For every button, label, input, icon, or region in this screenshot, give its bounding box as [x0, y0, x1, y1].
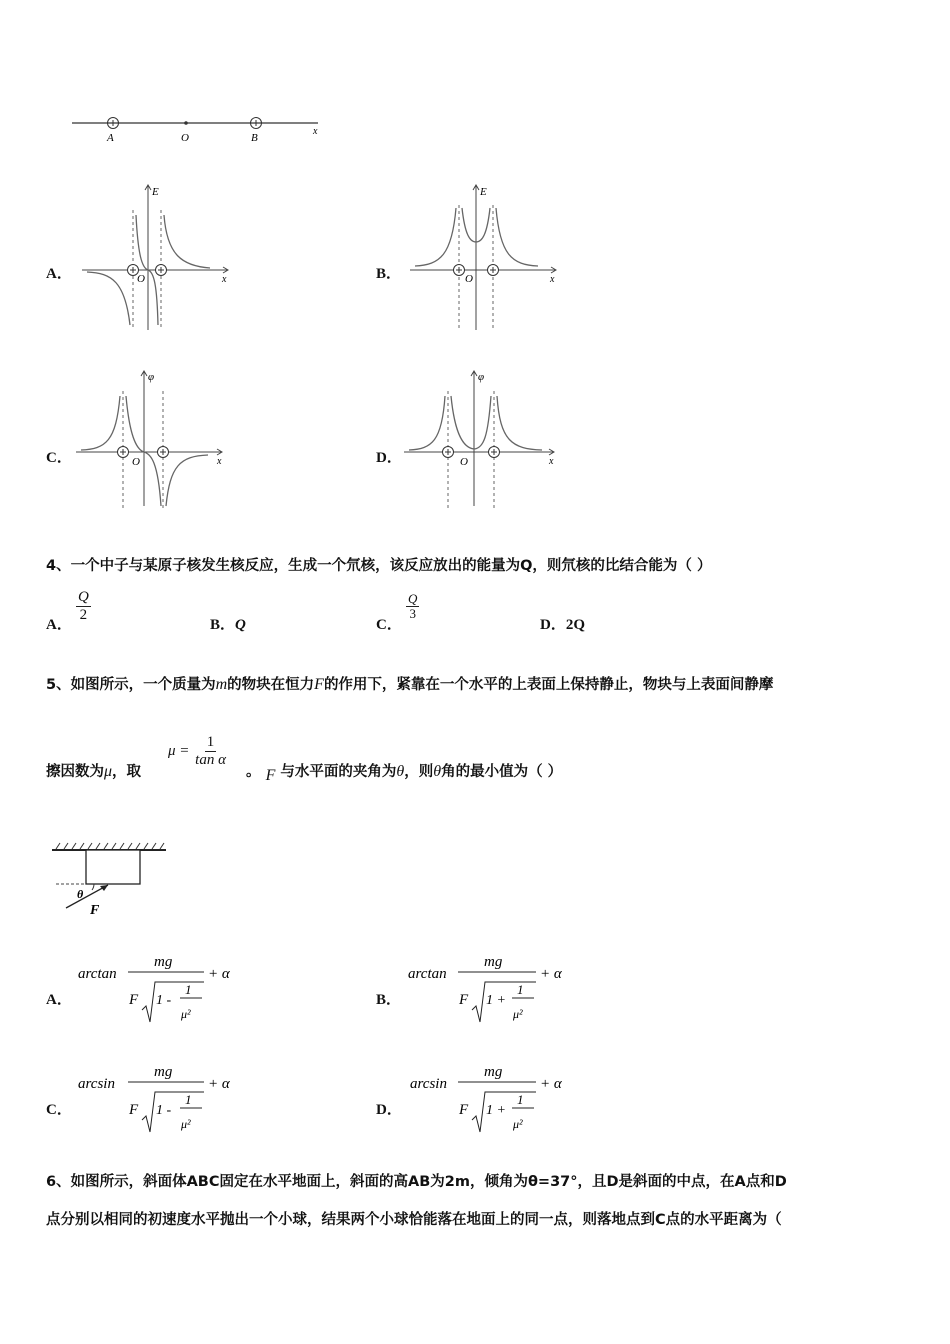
svg-text:+ α: + α	[208, 966, 230, 982]
graph-option-c	[76, 366, 226, 514]
q4-option-a-label: A．	[46, 617, 72, 633]
svg-text:φ: φ	[478, 371, 485, 383]
svg-text:x: x	[549, 456, 554, 467]
graph-option-b-label: B．	[376, 266, 402, 282]
graph-option-a-label: A．	[46, 266, 72, 282]
svg-text:arcsin: arcsin	[410, 1076, 447, 1092]
svg-text:mg: mg	[154, 954, 173, 970]
svg-text:E: E	[152, 186, 159, 198]
svg-text:1 -: 1 -	[156, 1103, 172, 1118]
q4-option-b: B．Q	[210, 617, 246, 633]
svg-text:+ α: + α	[540, 966, 562, 982]
q5-option-d-formula	[408, 1062, 578, 1140]
q4-option-a-fraction: $\frac{Q}{2}$	[78, 589, 89, 623]
svg-text:F: F	[129, 992, 139, 1008]
axis-label-a: A	[107, 132, 114, 144]
svg-text:O: O	[132, 456, 140, 468]
svg-text:F: F	[90, 903, 100, 918]
svg-text:1: 1	[517, 982, 524, 997]
question-6-line-2: 点分别以相同的初速度水平抛出一个小球，结果两个小球恰能落在地面上的同一点，则落地点到C点的水平距离为（	[46, 1212, 782, 1228]
graph-option-c-label: C．	[46, 450, 72, 466]
svg-text:arcsin: arcsin	[78, 1076, 115, 1092]
svg-text:μ²: μ²	[513, 1007, 523, 1021]
q5-option-c-formula	[76, 1062, 246, 1140]
q4-option-c-label: C．	[376, 617, 402, 633]
q5-mu-definition: μ = $\frac{1}{\text{tan α}}$	[168, 734, 226, 768]
q5-option-c-label: C．	[46, 1102, 72, 1118]
q4-option-d: D．2Q	[540, 617, 586, 633]
svg-text:x: x	[550, 274, 555, 285]
svg-text:x: x	[222, 274, 227, 285]
question-5-line-2-rest: 。 F 与水平面的夹角为θ，则θ角的最小值为（ ）	[246, 763, 563, 784]
svg-text:+ α: + α	[208, 1076, 230, 1092]
svg-text:O: O	[460, 456, 468, 468]
svg-text:1 +: 1 +	[486, 993, 506, 1008]
graph-option-a	[82, 180, 232, 332]
q5-block-figure	[50, 838, 170, 920]
svg-text:F: F	[459, 1102, 469, 1118]
graph-option-d-label: D．	[376, 450, 402, 466]
svg-text:F: F	[129, 1102, 139, 1118]
svg-text:1 -: 1 -	[156, 993, 172, 1008]
svg-text:mg: mg	[484, 1064, 503, 1080]
q5-option-a-label: A．	[46, 992, 72, 1008]
svg-text:arctan: arctan	[408, 966, 447, 982]
svg-text:E: E	[480, 186, 487, 198]
graph-option-d	[404, 366, 560, 514]
graph-option-b	[410, 180, 560, 332]
charge-axis-figure	[68, 108, 328, 150]
q5-option-a-formula	[76, 952, 246, 1030]
svg-text:μ²: μ²	[181, 1007, 191, 1021]
svg-text:1 +: 1 +	[486, 1103, 506, 1118]
svg-text:x: x	[217, 456, 222, 467]
svg-text:1: 1	[185, 1092, 192, 1107]
svg-text:O: O	[465, 273, 473, 285]
svg-text:θ: θ	[77, 887, 84, 901]
svg-text:μ²: μ²	[513, 1117, 523, 1131]
axis-label-b: B	[251, 132, 258, 144]
svg-text:arctan: arctan	[78, 966, 117, 982]
svg-text:mg: mg	[484, 954, 503, 970]
axis-label-o: O	[181, 132, 189, 144]
question-5-line-1: 5、如图所示，一个质量为m的物块在恒力F的作用下，紧靠在一个水平的上表面上保持静止，物块与上表面间静摩	[46, 676, 774, 693]
svg-text:φ: φ	[148, 371, 155, 383]
axis-label-x: x	[313, 126, 318, 137]
question-5-line-2: 擦因数为μ，取	[46, 763, 142, 780]
svg-text:μ²: μ²	[181, 1117, 191, 1131]
question-4-text: 4、一个中子与某原子核发生核反应，生成一个氘核，该反应放出的能量为Q，则氘核的比结合能为（ ）	[46, 558, 712, 574]
q5-option-b-label: B．	[376, 992, 402, 1008]
q4-option-c-fraction: $\frac{Q}{3}$	[408, 591, 418, 621]
svg-text:F: F	[459, 992, 469, 1008]
q5-option-b-formula	[406, 952, 576, 1030]
svg-text:+ α: + α	[540, 1076, 562, 1092]
svg-text:1: 1	[185, 982, 192, 997]
question-6-line-1: 6、如图所示，斜面体ABC固定在水平地面上，斜面的高AB为2m，倾角为θ=37°，且D是斜面的中点，在A点和D	[46, 1174, 787, 1190]
svg-text:O: O	[137, 273, 145, 285]
svg-text:1: 1	[517, 1092, 524, 1107]
q5-option-d-label: D．	[376, 1102, 402, 1118]
svg-text:mg: mg	[154, 1064, 173, 1080]
